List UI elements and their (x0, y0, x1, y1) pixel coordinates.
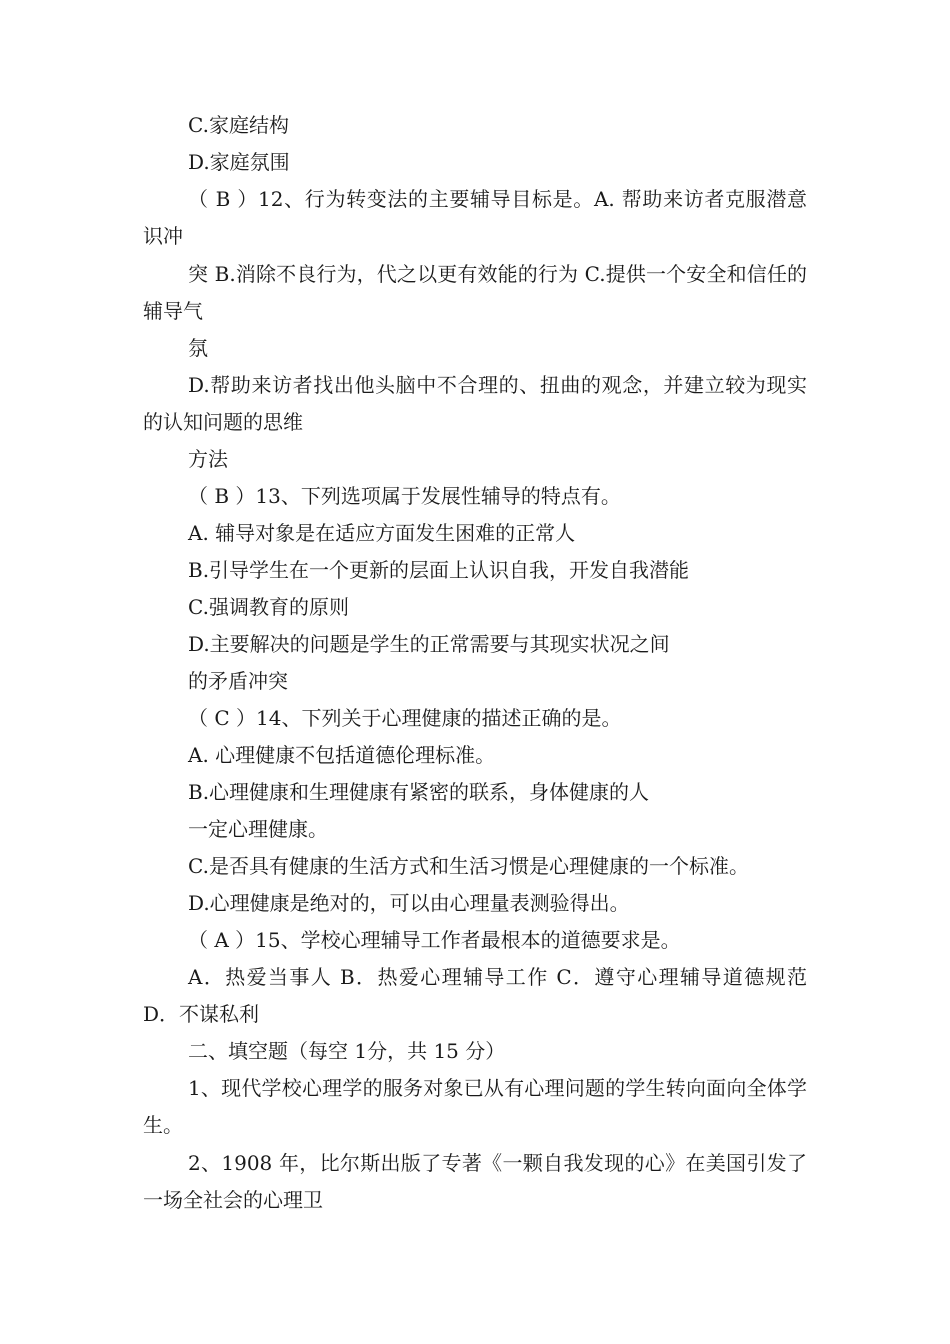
question-15: （ A ）15、学校心理辅导工作者最根本的道德要求是。 (188, 928, 681, 952)
section-fill-in-title: 二、填空题（每空 1分，共 15 分） (188, 1039, 506, 1063)
question-13-option-d: D.主要解决的问题是学生的正常需要与其现实状况之间 (188, 632, 670, 656)
fill-in-question-1: 1、现代学校心理学的服务对象已从有心理问题的学生转向面向全体学生。 (143, 1076, 807, 1137)
question-13-option-a: A. 辅导对象是在适应方面发生困难的正常人 (188, 521, 576, 545)
question-12-options: 突 B.消除不良行为，代之以更有效能的行为 C.提供一个安全和信任的辅导气 (143, 262, 807, 323)
question-13-option-d-end: 的矛盾冲突 (188, 669, 288, 693)
question-14-option-b-end: 一定心理健康。 (188, 817, 328, 841)
question-12-option-d: D.帮助来访者找出他头脑中不合理的、扭曲的观念，并建立较为现实的认知问题的思维 (143, 373, 807, 434)
question-12: （ B ）12、行为转变法的主要辅导目标是。A. 帮助来访者克服潜意识冲 (143, 187, 807, 248)
question-12-continuation: 氛 (188, 336, 208, 360)
question-13-option-b: B.引导学生在一个更新的层面上认识自我，开发自我潜能 (188, 558, 690, 582)
question-14-option-b: B.心理健康和生理健康有紧密的联系，身体健康的人 (188, 780, 650, 804)
question-13: （ B ）13、下列选项属于发展性辅导的特点有。 (188, 484, 621, 508)
question-15-options: A．热爱当事人 B．热爱心理辅导工作 C．遵守心理辅导道德规范 D．不谋私利 (143, 965, 807, 1026)
option-c-family-structure: C.家庭结构 (188, 113, 289, 137)
question-14-option-c: C.是否具有健康的生活方式和生活习惯是心理健康的一个标准。 (188, 854, 749, 878)
question-12-option-d-end: 方法 (188, 447, 228, 471)
question-14-option-a: A. 心理健康不包括道德伦理标准。 (188, 743, 496, 767)
question-14: （ C ）14、下列关于心理健康的描述正确的是。 (188, 706, 622, 730)
option-d-family-atmosphere: D.家庭氛围 (188, 150, 290, 174)
question-13-option-c: C.强调教育的原则 (188, 595, 349, 619)
question-14-option-d: D.心理健康是绝对的，可以由心理量表测验得出。 (188, 891, 630, 915)
fill-in-question-2: 2、1908 年，比尔斯出版了专著《一颗自我发现的心》在美国引发了一场全社会的心理卫 (143, 1151, 807, 1212)
